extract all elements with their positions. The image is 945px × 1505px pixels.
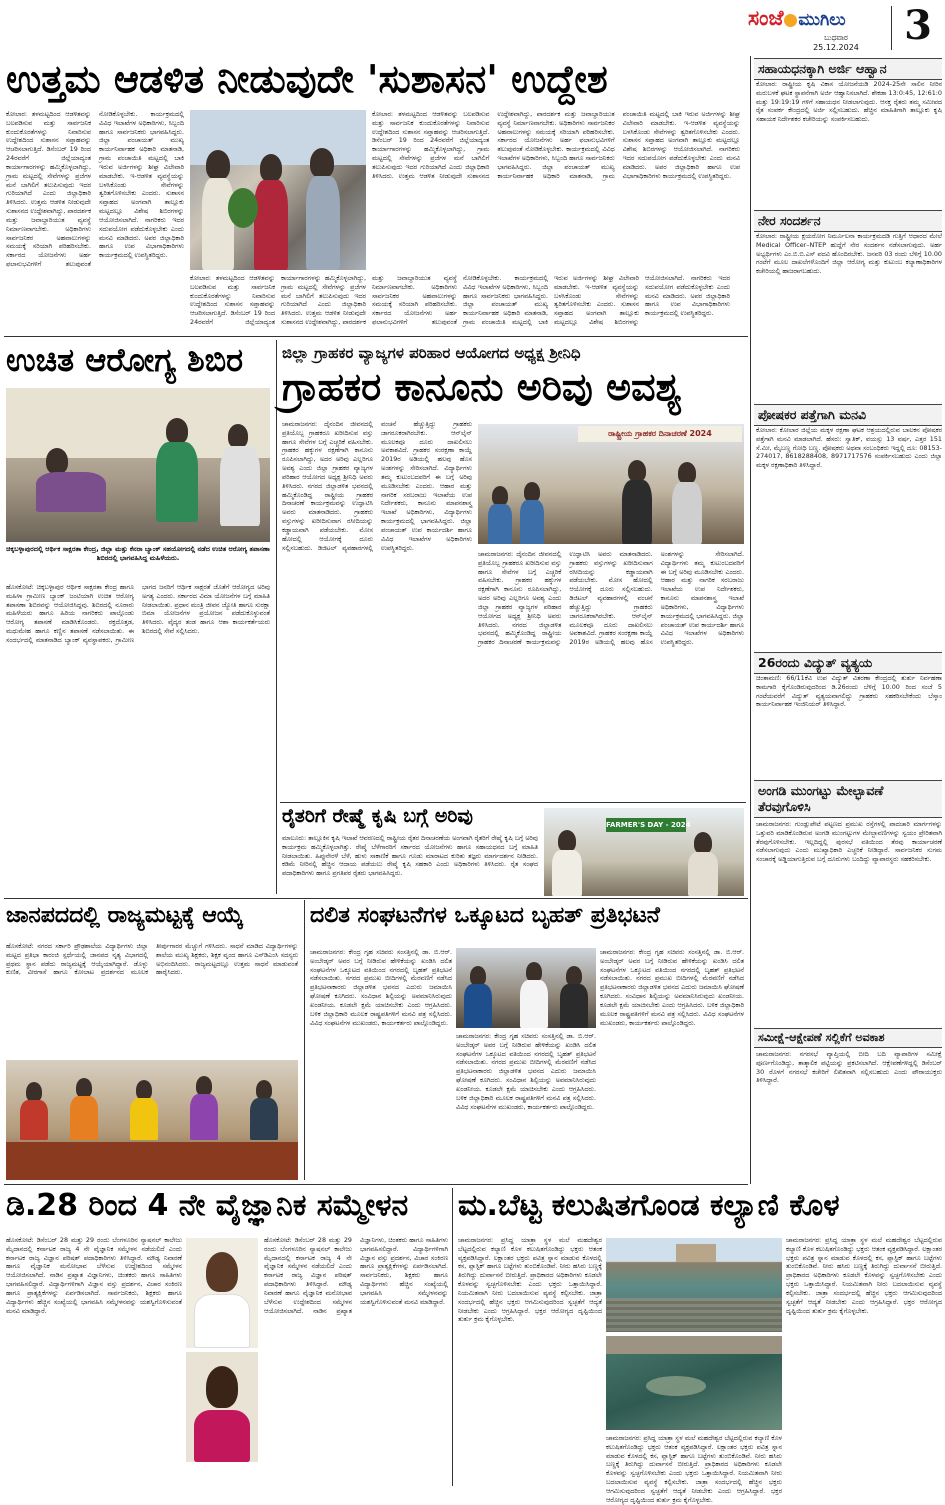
- article3-photo: [478, 424, 744, 544]
- article6-text-cont: ಚಾಮರಾಜನಗರ: ಕೇಂದ್ರ ಗೃಹ ಸಚಿವರು ಸಂಸತ್ತಿನಲ್ಲಿ ಡಾ. ಬಿ.ಆರ್. ಅಂಬೇಡ್ಕರ್ ಅವರ ಬಗ್ಗೆ ನೀಡಿರುವ ಹೇಳಿಕೆಯನ್ನು ಖಂಡಿಸಿ ದಲಿತ ಸಂಘಟನೆಗಳ ಒಕ್ಕೂಟದ ವತಿಯಿಂದ ನಗರದಲ್ಲಿ ಬೃಹತ್ ಪ್ರತಿಭಟನೆ ನಡೆಸಲಾಯಿತು. ನಗರದ ಪ್ರಮುಖ ಬೀದಿಗಳಲ್ಲಿ ಮೆರವಣಿಗೆ ನಡೆಸಿದ ಪ್ರತಿಭಟನಾಕಾರರು ಜಿಲ್ಲಾಡಳಿತ ಭವನದ ಎದುರು ಜಮಾಯಿಸಿ ಘೋಷಣೆ ಕೂಗಿದರು. ಸಂವಿಧಾನ ಶಿಲ್ಪಿಯನ್ನು ಅವಮಾನಿಸಿರುವುದು ಖಂಡನೀಯ. ಕೂಡಲೇ ಕ್ಷಮೆ ಯಾಚಿಸಬೇಕು ಎಂದು ಆಗ್ರಹಿಸಿದರು. ಬಳಿಕ ಜಿಲ್ಲಾಧಿಕಾರಿ ಮೂಲಕ ರಾಷ್ಟ್ರಪತಿಗಳಿಗೆ ಮನವಿ ಪತ್ರ ಸಲ್ಲಿಸಿದರು. ವಿವಿಧ ಸಂಘಟನೆಗಳ ಮುಖಂಡರು, ಕಾರ್ಯಕರ್ತರು ಪಾಲ್ಗೊಂಡಿದ್ದರು.: [456, 1032, 596, 1111]
- article7-body-right: [264, 1236, 448, 1486]
- article4-banner: FARMER'S DAY - 2024: [606, 818, 686, 832]
- floating-waste: [646, 1376, 706, 1396]
- stone-edge: [606, 1336, 782, 1354]
- article3-body-right: [478, 550, 744, 800]
- protester-2: [526, 962, 542, 982]
- group-member-4-body: [190, 1094, 218, 1140]
- sidebar-s3-body: ಕೋಲಾರ: ಕೋಲಾರ ಜಿಲ್ಲೆಯ ಮಕ್ಕಳ ರಕ್ಷಣಾ ಘಟಕ ಆಶ್ರಯದಲ್ಲಿರುವ ಬಾಲಕನ ಪೋಷಕರ ಪತ್ತೆಗಾಗಿ ಮನವಿ ಮಾಡಲಾಗಿದೆ. ಹೆಸರು: ಸ್ವಾತಿಕ್, ವಯಸ್ಸು 13 ವರ್ಷ, ಎತ್ತರ 151 ಸೆ.ಮೀ, ಮೈಬಣ್ಣ ಗೋಧಿ ಬಣ್ಣ. ಪೋಷಕರು ಅಥವಾ ಸಂಬಂಧಿಕರು ಇದ್ದಲ್ಲಿ ದೂ: 08153-274017, 8618288408, 8971717576 ಸಂಪರ್ಕಿಸಬಹುದು ಎಂದು ಜಿಲ್ಲಾ ಮಕ್ಕಳ ರಕ್ಷಣಾಧಿಕಾರಿ ತಿಳಿಸಿದ್ದಾರೆ.: [756, 426, 942, 470]
- group-member-1: [26, 1082, 42, 1102]
- doctor-body: [156, 442, 198, 522]
- protester-1-body: [464, 984, 492, 1028]
- article8-photo-pond: [606, 1238, 782, 1332]
- divider-a3-a4: [280, 802, 746, 803]
- woman-head: [206, 1366, 238, 1408]
- sidebar-s6-body: ಚಾಮರಾಜನಗರ: ನಗರಸಭೆ ವ್ಯಾಪ್ತಿಯಲ್ಲಿ ಬೀದಿ ಬದಿ ವ್ಯಾಪಾರಿಗಳ ಸಮೀಕ್ಷೆ ಪೂರ್ಣಗೊಂಡಿದ್ದು, ತಾತ್ಕಾಲಿಕ ಪಟ್ಟಿಯನ್ನು ಪ್ರಕಟಿಸಲಾಗಿದೆ. ಆಕ್ಷೇಪಣೆಗಳಿದ್ದಲ್ಲಿ ಡಿಸೆಂಬರ್ 30 ರೊಳಗೆ ನಗರಸಭೆ ಕಚೇರಿಗೆ ಲಿಖಿತವಾಗಿ ಸಲ್ಲಿಸಬಹುದು ಎಂದು ಪೌರಾಯುಕ್ತರು ತಿಳಿಸಿದ್ದಾರೆ.: [756, 1050, 942, 1085]
- sidebar-s1-body: ಕೋಲಾರ: ರಾಷ್ಟ್ರೀಯ ಕೃಷಿ ವಿಕಾಸ ಯೋಜನೆಯಡಿ 2024-25ನೇ ಸಾಲಿನ ನೀರಿನ ಮರುಬಳಕೆ ಘಟಕ ಸ್ಥಾಪನೆಗಾಗಿ ಅರ್ಜಿ ಆಹ್ವಾನಿಸಲಾಗಿದೆ. ಶೇಕಡಾ 13:0:45, 12:61:0 ಮತ್ತು 19:19:19 ಗಳಿಗೆ ಸಹಾಯಧನ ನೀಡಲಾಗುವುದು. ಆಸಕ್ತ ರೈತರು ತಮ್ಮ ಸಮೀಪದ ರೈತ ಸಂಪರ್ಕ ಕೇಂದ್ರದಲ್ಲಿ ಅರ್ಜಿ ಸಲ್ಲಿಸಬಹುದು. ಹೆಚ್ಚಿನ ಮಾಹಿತಿಗಾಗಿ ತಾಲ್ಲೂಕು ಕೃಷಿ ಸಹಾಯಕ ನಿರ್ದೇಶಕರ ಕಚೇರಿಯನ್ನು ಸಂಪರ್ಕಿಸಬಹುದು.: [756, 80, 942, 124]
- article1-body-bottom: [190, 274, 730, 330]
- nurse-head: [228, 424, 248, 448]
- article7-headline: ಡಿ.28 ರಿಂದ 4 ನೇ ವೈಜ್ಞಾನಿಕ ಸಮ್ಮೇಳನ: [6, 1188, 409, 1223]
- official-1-body: [622, 480, 652, 544]
- article3-kicker: ಜಿಲ್ಲಾ ಗ್ರಾಹಕರ ವ್ಯಾಜ್ಯಗಳ ಪರಿಹಾರ ಆಯೋಗದ ಅಧ್ಯಕ್ಷ ಶ್ರೀನಿಧಿ: [282, 344, 581, 362]
- student-1: [492, 486, 508, 506]
- article2-caption: ಚಿಕ್ಕಬಳ್ಳಾಪುರದಲ್ಲಿ ಆರ್ಥಿಕ ಸಾಕ್ಷರತಾ ಕೇಂದ್ರ, ಜಿಲ್ಲಾ ಮತ್ತು ಕೆನರಾ ಬ್ಯಾಂಕ್ ಸಹಯೋಗದಲ್ಲಿ ನಡೆದ ಉಚಿತ ಆರೋಗ್ಯ ತಪಾಸಣಾ ಶಿಬಿರದಲ್ಲಿ ಭಾಗವಹಿಸಿದ್ದ ಮಹಿಳೆಯರು.: [6, 545, 270, 562]
- student-2-body: [520, 500, 544, 544]
- protester-2-body: [520, 980, 548, 1028]
- article6-photo: [456, 948, 596, 1028]
- divider-row4: [4, 1184, 748, 1185]
- protester-3-body: [560, 984, 588, 1028]
- doctor-head: [166, 418, 188, 444]
- group-member-4: [196, 1076, 212, 1096]
- article8-text-tail: ಚಾಮರಾಜನಗರ: ಪ್ರಸಿದ್ಧ ಯಾತ್ರಾ ಸ್ಥಳ ಮಲೆ ಮಹದೇಶ್ವರ ಬೆಟ್ಟದಲ್ಲಿರುವ ಕಲ್ಯಾಣಿ ಕೊಳ ಕಲುಷಿತಗೊಂಡಿದ್ದು ಭಕ್ತರು ಆತಂಕ ವ್ಯಕ್ತಪಡಿಸಿದ್ದಾರೆ. ಲಕ್ಷಾಂತರ ಭಕ್ತರು ಪವಿತ್ರ ಸ್ನಾನ ಮಾಡುವ ಕೊಳದಲ್ಲಿ ಕಸ, ಪ್ಲಾಸ್ಟಿಕ್ ಹಾಗೂ ಬಟ್ಟೆಗಳು ತುಂಬಿಕೊಂಡಿವೆ. ನೀರು ಹಸಿರು ಬಣ್ಣಕ್ಕೆ ತಿರುಗಿದ್ದು ದುರ್ವಾಸನೆ ಬೀರುತ್ತಿದೆ. ಪ್ರಾಧಿಕಾರದ ಅಧಿಕಾರಿಗಳು ಕೂಡಲೇ ಕೊಳವನ್ನು ಸ್ವಚ್ಛಗೊಳಿಸಬೇಕು ಎಂದು ಭಕ್ತರು ಒತ್ತಾಯಿಸಿದ್ದಾರೆ. ನಿಯಮಿತವಾಗಿ ನೀರು ಬದಲಾಯಿಸುವ ವ್ಯವಸ್ಥೆ ಕಲ್ಪಿಸಬೇಕು. ಜಾತ್ರಾ ಸಂದರ್ಭದಲ್ಲಿ ಹೆಚ್ಚಿನ ಭಕ್ತರು ಆಗಮಿಸುವುದರಿಂದ ಸ್ವಚ್ಛತೆಗೆ ಆದ್ಯತೆ ನೀಡಬೇಕು ಎಂದು ಆಗ್ರಹಿಸಿದ್ದಾರೆ. ಭಕ್ತರ ಆರೋಗ್ಯದ ದೃಷ್ಟಿಯಿಂದ ತುರ್ತು ಕ್ರಮ ಕೈಗೊಳ್ಳಬೇಕು.: [606, 1434, 782, 1504]
- article8-headline: ಮ.ಬೆಟ್ಟ ಕಲುಷಿತಗೊಂಡ ಕಲ್ಯಾಣಿ ಕೊಳ: [458, 1188, 840, 1223]
- article8-photo-dirty-water: [606, 1336, 782, 1430]
- student-1-body: [488, 504, 512, 544]
- sidebar-s5-body: ಚಾಮರಾಜನಗರ: ಗುಂಡ್ಲುಪೇಟೆ ಪಟ್ಟಣದ ಪ್ರಮುಖ ರಸ್ತೆಗಳಲ್ಲಿ ಪಾದಚಾರಿ ಮಾರ್ಗಗಳನ್ನು ಒತ್ತುವರಿ ಮಾಡಿಕೊಂಡಿರುವ ಅಂಗಡಿ ಮುಂಗಟ್ಟುಗಳ ಮೇಲ್ಛಾವಣಿಗಳನ್ನು ಸ್ವಯಂ ಪ್ರೇರಿತವಾಗಿ ತೆರವುಗೊಳಿಸಬೇಕು. ಇಲ್ಲದಿದ್ದಲ್ಲಿ ಪುರಸಭೆ ವತಿಯಿಂದ ತೆರವು ಕಾರ್ಯಾಚರಣೆ ನಡೆಸಲಾಗುವುದು ಎಂದು ಮುಖ್ಯಾಧಿಕಾರಿ ಎಚ್ಚರಿಕೆ ನೀಡಿದ್ದಾರೆ. ಸಾರ್ವಜನಿಕರ ಸುಗಮ ಸಂಚಾರಕ್ಕೆ ಅಡ್ಡಿಯಾಗುತ್ತಿರುವ ಬಗ್ಗೆ ದೂರುಗಳು ಬಂದಿದ್ದು ವ್ಯಾಪಾರಸ್ಥರು ಸಹಕರಿಸಬೇಕು.: [756, 820, 942, 864]
- article6-headline: ದಲಿತ ಸಂಘಟನೆಗಳ ಒಕ್ಕೂಟದ ಬೃಹತ್ ಪ್ರತಿಭಟನೆ: [310, 903, 660, 928]
- masthead-logo: [748, 6, 888, 32]
- group-member-3-body: [130, 1098, 158, 1140]
- group-member-1-body: [20, 1100, 48, 1140]
- sidebar-s4-title: 26ರಂದು ವಿದ್ಯುತ್ ವ್ಯತ್ಯಯ: [754, 652, 942, 674]
- farmer-1: [558, 830, 576, 852]
- logo-part-mugilu: ಮುಗಿಲು: [798, 10, 846, 30]
- temple-silhouette: [676, 1244, 716, 1262]
- patient-head: [46, 448, 68, 474]
- sidebar-s1-title: ಸಹಾಯಧನಕ್ಕಾಗಿ ಅರ್ಜಿ ಆಹ್ವಾನ: [754, 58, 942, 80]
- article1-body-left: ಕೋಲಾರ: ತಳಮಟ್ಟದಿಂದ ಆಡಳಿತವನ್ನು ಬಲಪಡಿಸುವ ಮತ್ತು ಸಾರ್ವಜನಿಕ ಕುಂದುಕೊರತೆಗಳನ್ನು ನಿವಾರಿಸುವ ಉದ್ದೇಶದಿಂದ ಸುಶಾಸನ ಸಪ್ತಾಹವನ್ನು ಆಚರಿಸಲಾಗುತ್ತಿದೆ. ಡಿಸೆಂಬರ್ 19 ರಿಂದ 24ರವರೆಗೆ ಜಿಲ್ಲೆಯಾದ್ಯಂತ ಕಾರ್ಯಾಗಾರಗಳನ್ನು ಹಮ್ಮಿಕೊಳ್ಳಲಾಗಿದ್ದು, ಗ್ರಾಮ ಮಟ್ಟದಲ್ಲಿ ಸೇವೆಗಳನ್ನು ಪ್ರಜೆಗಳ ಮನೆ ಬಾಗಿಲಿಗೆ ತಲುಪಿಸುವುದು ಇದರ ಗುರಿಯಾಗಿದೆ ಎಂದು ಜಿಲ್ಲಾಧಿಕಾರಿ ತಿಳಿಸಿದರು. ಉತ್ತಮ ಆಡಳಿತ ನೀಡುವುದೇ ಸುಶಾಸನದ ಉದ್ದೇಶವಾಗಿದ್ದು, ಪಾರದರ್ಶಕ ಮತ್ತು ಜವಾಬ್ದಾರಿಯುತ ವ್ಯವಸ್ಥೆ ನಿರ್ಮಾಣವಾಗಬೇಕು. ಅಧಿಕಾರಿಗಳು ಸಾರ್ವಜನಿಕರ ಅಹವಾಲುಗಳನ್ನು ಸಮಯಕ್ಕೆ ಸರಿಯಾಗಿ ಪರಿಹರಿಸಬೇಕು. ಸರ್ಕಾರದ ಯೋಜನೆಗಳು ಅರ್ಹ ಫಲಾನುಭವಿಗಳಿಗೆ ತಲುಪುವಂತೆ ನೋಡಿಕೊಳ್ಳಬೇಕು. ಕಾರ್ಯಕ್ರಮದಲ್ಲಿ ವಿವಿಧ ಇಲಾಖೆಗಳ ಅಧಿಕಾರಿಗಳು, ಸಿಬ್ಬಂದಿ ಹಾಗೂ ಸಾರ್ವಜನಿಕರು ಭಾಗವಹಿಸಿದ್ದರು. ಜಿಲ್ಲಾ ಪಂಚಾಯತ್ ಮುಖ್ಯ ಕಾರ್ಯನಿರ್ವಾಹಕ ಅಧಿಕಾರಿ ಮಾತನಾಡಿ, ಗ್ರಾಮ ಪಂಚಾಯಿತಿ ಮಟ್ಟದಲ್ಲಿ ಬಾಕಿ ಇರುವ ಅರ್ಜಿಗಳನ್ನು ಶೀಘ್ರ ವಿಲೇವಾರಿ ಮಾಡಬೇಕು. ಇ-ಆಡಳಿತ ವ್ಯವಸ್ಥೆಯನ್ನು ಬಳಸಿಕೊಂಡು ಸೇವೆಗಳನ್ನು ತ್ವರಿತಗೊಳಿಸಬೇಕು ಎಂದರು. ಸುಶಾಸನ ಸಪ್ತಾಹದ ಅಂಗವಾಗಿ ತಾಲ್ಲೂಕು ಮಟ್ಟದಲ್ಲೂ ವಿಶೇಷ ಶಿಬಿರಗಳನ್ನು ಆಯೋಜಿಸಲಾಗಿದೆ. ನಾಗರಿಕರು ಇದರ ಸದುಪಯೋಗ ಪಡೆದುಕೊಳ್ಳಬೇಕು ಎಂದು ಮನವಿ ಮಾಡಿದರು. ಅಪರ ಜಿಲ್ಲಾಧಿಕಾರಿ ಹಾಗೂ ಉಪ ವಿಭಾಗಾಧಿಕಾರಿಗಳು ಕಾರ್ಯಕ್ರಮದಲ್ಲಿ ಉಪಸ್ಥಿತರಿದ್ದರು.: [6, 110, 184, 269]
- farmer-2-body: [688, 852, 718, 896]
- article8-text-cont: ಚಾಮರಾಜನಗರ: ಪ್ರಸಿದ್ಧ ಯಾತ್ರಾ ಸ್ಥಳ ಮಲೆ ಮಹದೇಶ್ವರ ಬೆಟ್ಟದಲ್ಲಿರುವ ಕಲ್ಯಾಣಿ ಕೊಳ ಕಲುಷಿತಗೊಂಡಿದ್ದು ಭಕ್ತರು ಆತಂಕ ವ್ಯಕ್ತಪಡಿಸಿದ್ದಾರೆ. ಲಕ್ಷಾಂತರ ಭಕ್ತರು ಪವಿತ್ರ ಸ್ನಾನ ಮಾಡುವ ಕೊಳದಲ್ಲಿ ಕಸ, ಪ್ಲಾಸ್ಟಿಕ್ ಹಾಗೂ ಬಟ್ಟೆಗಳು ತುಂಬಿಕೊಂಡಿವೆ. ನೀರು ಹಸಿರು ಬಣ್ಣಕ್ಕೆ ತಿರುಗಿದ್ದು ದುರ್ವಾಸನೆ ಬೀರುತ್ತಿದೆ. ಪ್ರಾಧಿಕಾರದ ಅಧಿಕಾರಿಗಳು ಕೂಡಲೇ ಕೊಳವನ್ನು ಸ್ವಚ್ಛಗೊಳಿಸಬೇಕು ಎಂದು ಭಕ್ತರು ಒತ್ತಾಯಿಸಿದ್ದಾರೆ. ನಿಯಮಿತವಾಗಿ ನೀರು ಬದಲಾಯಿಸುವ ವ್ಯವಸ್ಥೆ ಕಲ್ಪಿಸಬೇಕು. ಜಾತ್ರಾ ಸಂದರ್ಭದಲ್ಲಿ ಹೆಚ್ಚಿನ ಭಕ್ತರು ಆಗಮಿಸುವುದರಿಂದ ಸ್ವಚ್ಛತೆಗೆ ಆದ್ಯತೆ ನೀಡಬೇಕು ಎಂದು ಆಗ್ರಹಿಸಿದ್ದಾರೆ. ಭಕ್ತರ ಆರೋಗ್ಯದ ದೃಷ್ಟಿಯಿಂದ ತುರ್ತು ಕ್ರಮ ಕೈಗೊಳ್ಳಬೇಕು.: [786, 1236, 942, 1315]
- farmer-1-body: [552, 850, 582, 896]
- divider-col-a5: [304, 900, 305, 1180]
- woman-body: [194, 1410, 250, 1462]
- sidebar-s3-title: ಪೋಷಕರ ಪತ್ತೆಗಾಗಿ ಮನವಿ: [754, 404, 942, 426]
- article6-body-left: ಚಾಮರಾಜನಗರ: ಕೇಂದ್ರ ಗೃಹ ಸಚಿವರು ಸಂಸತ್ತಿನಲ್ಲಿ ಡಾ. ಬಿ.ಆರ್. ಅಂಬೇಡ್ಕರ್ ಅವರ ಬಗ್ಗೆ ನೀಡಿರುವ ಹೇಳಿಕೆಯನ್ನು ಖಂಡಿಸಿ ದಲಿತ ಸಂಘಟನೆಗಳ ಒಕ್ಕೂಟದ ವತಿಯಿಂದ ನಗರದಲ್ಲಿ ಬೃಹತ್ ಪ್ರತಿಭಟನೆ ನಡೆಸಲಾಯಿತು. ನಗರದ ಪ್ರಮುಖ ಬೀದಿಗಳಲ್ಲಿ ಮೆರವಣಿಗೆ ನಡೆಸಿದ ಪ್ರತಿಭಟನಾಕಾರರು ಜಿಲ್ಲಾಡಳಿತ ಭವನದ ಎದುರು ಜಮಾಯಿಸಿ ಘೋಷಣೆ ಕೂಗಿದರು. ಸಂವಿಧಾನ ಶಿಲ್ಪಿಯನ್ನು ಅವಮಾನಿಸಿರುವುದು ಖಂಡನೀಯ. ಕೂಡಲೇ ಕ್ಷಮೆ ಯಾಚಿಸಬೇಕು ಎಂದು ಆಗ್ರಹಿಸಿದರು. ಬಳಿಕ ಜಿಲ್ಲಾಧಿಕಾರಿ ಮೂಲಕ ರಾಷ್ಟ್ರಪತಿಗಳಿಗೆ ಮನವಿ ಪತ್ರ ಸಲ್ಲಿಸಿದರು. ವಿವಿಧ ಸಂಘಟನೆಗಳ ಮುಖಂಡರು, ಕಾರ್ಯಕರ್ತರು ಪಾಲ್ಗೊಂಡಿದ್ದರು.: [310, 948, 452, 1027]
- sidebar-s2-title: ನೇರ ಸಂದರ್ಶನ: [754, 210, 942, 232]
- masthead-day: ಬುಧವಾರ: [824, 33, 848, 42]
- official-2: [678, 462, 696, 484]
- article1-text-tail: ಕೋಲಾರ: ತಳಮಟ್ಟದಿಂದ ಆಡಳಿತವನ್ನು ಬಲಪಡಿಸುವ ಮತ್ತು ಸಾರ್ವಜನಿಕ ಕುಂದುಕೊರತೆಗಳನ್ನು ನಿವಾರಿಸುವ ಉದ್ದೇಶದಿಂದ ಸುಶಾಸನ ಸಪ್ತಾಹವನ್ನು ಆಚರಿಸಲಾಗುತ್ತಿದೆ. ಡಿಸೆಂಬರ್ 19 ರಿಂದ 24ರವರೆಗೆ ಜಿಲ್ಲೆಯಾದ್ಯಂತ ಕಾರ್ಯಾಗಾರಗಳನ್ನು ಹಮ್ಮಿಕೊಳ್ಳಲಾಗಿದ್ದು, ಗ್ರಾಮ ಮಟ್ಟದಲ್ಲಿ ಸೇವೆಗಳನ್ನು ಪ್ರಜೆಗಳ ಮನೆ ಬಾಗಿಲಿಗೆ ತಲುಪಿಸುವುದು ಇದರ ಗುರಿಯಾಗಿದೆ ಎಂದು ಜಿಲ್ಲಾಧಿಕಾರಿ ತಿಳಿಸಿದರು. ಉತ್ತಮ ಆಡಳಿತ ನೀಡುವುದೇ ಸುಶಾಸನದ ಉದ್ದೇಶವಾಗಿದ್ದು, ಪಾರದರ್ಶಕ ಮತ್ತು ಜವಾಬ್ದಾರಿಯುತ ವ್ಯವಸ್ಥೆ ನಿರ್ಮಾಣವಾಗಬೇಕು. ಅಧಿಕಾರಿಗಳು ಸಾರ್ವಜನಿಕರ ಅಹವಾಲುಗಳನ್ನು ಸಮಯಕ್ಕೆ ಸರಿಯಾಗಿ ಪರಿಹರಿಸಬೇಕು. ಸರ್ಕಾರದ ಯೋಜನೆಗಳು ಅರ್ಹ ಫಲಾನುಭವಿಗಳಿಗೆ ತಲುಪುವಂತೆ ನೋಡಿಕೊಳ್ಳಬೇಕು. ಕಾರ್ಯಕ್ರಮದಲ್ಲಿ ವಿವಿಧ ಇಲಾಖೆಗಳ ಅಧಿಕಾರಿಗಳು, ಸಿಬ್ಬಂದಿ ಹಾಗೂ ಸಾರ್ವಜನಿಕರು ಭಾಗವಹಿಸಿದ್ದರು. ಜಿಲ್ಲಾ ಪಂಚಾಯತ್ ಮುಖ್ಯ ಕಾರ್ಯನಿರ್ವಾಹಕ ಅಧಿಕಾರಿ ಮಾತನಾಡಿ, ಗ್ರಾಮ ಪಂಚಾಯಿತಿ ಮಟ್ಟದಲ್ಲಿ ಬಾಕಿ ಇರುವ ಅರ್ಜಿಗಳನ್ನು ಶೀಘ್ರ ವಿಲೇವಾರಿ ಮಾಡಬೇಕು. ಇ-ಆಡಳಿತ ವ್ಯವಸ್ಥೆಯನ್ನು ಬಳಸಿಕೊಂಡು ಸೇವೆಗಳನ್ನು ತ್ವರಿತಗೊಳಿಸಬೇಕು ಎಂದರು. ಸುಶಾಸನ ಸಪ್ತಾಹದ ಅಂಗವಾಗಿ ತಾಲ್ಲೂಕು ಮಟ್ಟದಲ್ಲೂ ವಿಶೇಷ ಶಿಬಿರಗಳನ್ನು ಆಯೋಜಿಸಲಾಗಿದೆ. ನಾಗರಿಕರು ಇದರ ಸದುಪಯೋಗ ಪಡೆದುಕೊಳ್ಳಬೇಕು ಎಂದು ಮನವಿ ಮಾಡಿದರು. ಅಪರ ಜಿಲ್ಲಾಧಿಕಾರಿ ಹಾಗೂ ಉಪ ವಿಭಾಗಾಧಿಕಾರಿಗಳು ಕಾರ್ಯಕ್ರಮದಲ್ಲಿ ಉಪಸ್ಥಿತರಿದ್ದರು.: [190, 274, 730, 327]
- divider-sidebar: [750, 56, 751, 1184]
- article5-photo: [6, 1060, 298, 1180]
- official-2-body: [672, 482, 702, 544]
- man-body: [194, 1294, 250, 1348]
- page-number: 3: [904, 2, 932, 49]
- group-member-2-body: [70, 1096, 98, 1140]
- article8-body-right: [786, 1236, 942, 1486]
- masthead-divider: [891, 6, 892, 50]
- group-member-2: [76, 1078, 92, 1098]
- masthead-date: 25.12.2024: [813, 43, 859, 52]
- sun-icon: [784, 14, 797, 27]
- article6-text-tail: ಚಾಮರಾಜನಗರ: ಕೇಂದ್ರ ಗೃಹ ಸಚಿವರು ಸಂಸತ್ತಿನಲ್ಲಿ ಡಾ. ಬಿ.ಆರ್. ಅಂಬೇಡ್ಕರ್ ಅವರ ಬಗ್ಗೆ ನೀಡಿರುವ ಹೇಳಿಕೆಯನ್ನು ಖಂಡಿಸಿ ದಲಿತ ಸಂಘಟನೆಗಳ ಒಕ್ಕೂಟದ ವತಿಯಿಂದ ನಗರದಲ್ಲಿ ಬೃಹತ್ ಪ್ರತಿಭಟನೆ ನಡೆಸಲಾಯಿತು. ನಗರದ ಪ್ರಮುಖ ಬೀದಿಗಳಲ್ಲಿ ಮೆರವಣಿಗೆ ನಡೆಸಿದ ಪ್ರತಿಭಟನಾಕಾರರು ಜಿಲ್ಲಾಡಳಿತ ಭವನದ ಎದುರು ಜಮಾಯಿಸಿ ಘೋಷಣೆ ಕೂಗಿದರು. ಸಂವಿಧಾನ ಶಿಲ್ಪಿಯನ್ನು ಅವಮಾನಿಸಿರುವುದು ಖಂಡನೀಯ. ಕೂಡಲೇ ಕ್ಷಮೆ ಯಾಚಿಸಬೇಕು ಎಂದು ಆಗ್ರಹಿಸಿದರು. ಬಳಿಕ ಜಿಲ್ಲಾಧಿಕಾರಿ ಮೂಲಕ ರಾಷ್ಟ್ರಪತಿಗಳಿಗೆ ಮನವಿ ಪತ್ರ ಸಲ್ಲಿಸಿದರು. ವಿವಿಧ ಸಂಘಟನೆಗಳ ಮುಖಂಡರು, ಕಾರ್ಯಕರ್ತರು ಪಾಲ್ಗೊಂಡಿದ್ದರು.: [600, 948, 744, 1027]
- article4-photo: [544, 808, 744, 896]
- student-2: [524, 482, 540, 502]
- article5-body: ಹೊಸಕೋಟೆ: ನಗರದ ಸರ್ಕಾರಿ ಪ್ರೌಢಶಾಲೆಯ ವಿದ್ಯಾರ್ಥಿಗಳು ಜಿಲ್ಲಾ ಮಟ್ಟದ ಪ್ರತಿಭಾ ಕಾರಂಜಿ ಸ್ಪರ್ಧೆಯಲ್ಲಿ ಜಾನಪದ ನೃತ್ಯ ವಿಭಾಗದಲ್ಲಿ ಪ್ರಥಮ ಸ್ಥಾನ ಪಡೆದು ರಾಜ್ಯಮಟ್ಟಕ್ಕೆ ಆಯ್ಕೆಯಾಗಿದ್ದಾರೆ. ಡೊಳ್ಳು ಕುಣಿತ, ವೀರಗಾಸೆ ಹಾಗೂ ಕೋಲಾಟ ಪ್ರದರ್ಶನದ ಮೂಲಕ ತೀರ್ಪುಗಾರರ ಮೆಚ್ಚುಗೆ ಗಳಿಸಿದರು. ಸಾಧನೆ ಮಾಡಿದ ವಿದ್ಯಾರ್ಥಿಗಳನ್ನು ಶಾಲೆಯ ಮುಖ್ಯ ಶಿಕ್ಷಕರು, ಶಿಕ್ಷಕ ವೃಂದ ಹಾಗೂ ಎಸ್‌ಡಿಎಂಸಿ ಸದಸ್ಯರು ಅಭಿನಂದಿಸಿದರು. ರಾಜ್ಯಮಟ್ಟದಲ್ಲೂ ಉತ್ತಮ ಸಾಧನೆ ಮಾಡುವಂತೆ ಹಾರೈಸಿದರು.: [6, 942, 298, 977]
- article6-body-right: [600, 948, 744, 1176]
- article1-text-cont: ಕೋಲಾರ: ತಳಮಟ್ಟದಿಂದ ಆಡಳಿತವನ್ನು ಬಲಪಡಿಸುವ ಮತ್ತು ಸಾರ್ವಜನಿಕ ಕುಂದುಕೊರತೆಗಳನ್ನು ನಿವಾರಿಸುವ ಉದ್ದೇಶದಿಂದ ಸುಶಾಸನ ಸಪ್ತಾಹವನ್ನು ಆಚರಿಸಲಾಗುತ್ತಿದೆ. ಡಿಸೆಂಬರ್ 19 ರಿಂದ 24ರವರೆಗೆ ಜಿಲ್ಲೆಯಾದ್ಯಂತ ಕಾರ್ಯಾಗಾರಗಳನ್ನು ಹಮ್ಮಿಕೊಳ್ಳಲಾಗಿದ್ದು, ಗ್ರಾಮ ಮಟ್ಟದಲ್ಲಿ ಸೇವೆಗಳನ್ನು ಪ್ರಜೆಗಳ ಮನೆ ಬಾಗಿಲಿಗೆ ತಲುಪಿಸುವುದು ಇದರ ಗುರಿಯಾಗಿದೆ ಎಂದು ಜಿಲ್ಲಾಧಿಕಾರಿ ತಿಳಿಸಿದರು. ಉತ್ತಮ ಆಡಳಿತ ನೀಡುವುದೇ ಸುಶಾಸನದ ಉದ್ದೇಶವಾಗಿದ್ದು, ಪಾರದರ್ಶಕ ಮತ್ತು ಜವಾಬ್ದಾರಿಯುತ ವ್ಯವಸ್ಥೆ ನಿರ್ಮಾಣವಾಗಬೇಕು. ಅಧಿಕಾರಿಗಳು ಸಾರ್ವಜನಿಕರ ಅಹವಾಲುಗಳನ್ನು ಸಮಯಕ್ಕೆ ಸರಿಯಾಗಿ ಪರಿಹರಿಸಬೇಕು. ಸರ್ಕಾರದ ಯೋಜನೆಗಳು ಅರ್ಹ ಫಲಾನುಭವಿಗಳಿಗೆ ತಲುಪುವಂತೆ ನೋಡಿಕೊಳ್ಳಬೇಕು. ಕಾರ್ಯಕ್ರಮದಲ್ಲಿ ವಿವಿಧ ಇಲಾಖೆಗಳ ಅಧಿಕಾರಿಗಳು, ಸಿಬ್ಬಂದಿ ಹಾಗೂ ಸಾರ್ವಜನಿಕರು ಭಾಗವಹಿಸಿದ್ದರು. ಜಿಲ್ಲಾ ಪಂಚಾಯತ್ ಮುಖ್ಯ ಕಾರ್ಯನಿರ್ವಾಹಕ ಅಧಿಕಾರಿ ಮಾತನಾಡಿ, ಗ್ರಾಮ ಪಂಚಾಯಿತಿ ಮಟ್ಟದಲ್ಲಿ ಬಾಕಿ ಇರುವ ಅರ್ಜಿಗಳನ್ನು ಶೀಘ್ರ ವಿಲೇವಾರಿ ಮಾಡಬೇಕು. ಇ-ಆಡಳಿತ ವ್ಯವಸ್ಥೆಯನ್ನು ಬಳಸಿಕೊಂಡು ಸೇವೆಗಳನ್ನು ತ್ವರಿತಗೊಳಿಸಬೇಕು ಎಂದರು. ಸುಶಾಸನ ಸಪ್ತಾಹದ ಅಂಗವಾಗಿ ತಾಲ್ಲೂಕು ಮಟ್ಟದಲ್ಲೂ ವಿಶೇಷ ಶಿಬಿರಗಳನ್ನು ಆಯೋಜಿಸಲಾಗಿದೆ. ನಾಗರಿಕರು ಇದರ ಸದುಪಯೋಗ ಪಡೆದುಕೊಳ್ಳಬೇಕು ಎಂದು ಮನವಿ ಮಾಡಿದರು. ಅಪರ ಜಿಲ್ಲಾಧಿಕಾರಿ ಹಾಗೂ ಉಪ ವಿಭಾಗಾಧಿಕಾರಿಗಳು ಕಾರ್ಯಕ್ರಮದಲ್ಲಿ ಉಪಸ್ಥಿತರಿದ್ದರು.: [372, 110, 740, 180]
- sidebar-s5-title: ಅಂಗಡಿ ಮುಂಗಟ್ಟು ಮೇಲ್ಭಾವಣೆ ತೆರವುಗೊಳಿಸಿ: [754, 780, 942, 818]
- article7-text-cont: ಹೊಸಕೋಟೆ: ಡಿಸೆಂಬರ್ 28 ಮತ್ತು 29 ರಂದು ಬೆಂಗಳೂರಿನ ನ್ಯಾಷನಲ್ ಕಾಲೇಜು ಮೈದಾನದಲ್ಲಿ ಕರ್ನಾಟಕ ರಾಜ್ಯ 4 ನೇ ವೈಜ್ಞಾನಿಕ ಸಮ್ಮೇಳನ ನಡೆಯಲಿದೆ ಎಂದು ಕರ್ನಾಟಕ ರಾಜ್ಯ ವಿಜ್ಞಾನ ಪರಿಷತ್ ಪದಾಧಿಕಾರಿಗಳು ತಿಳಿಸಿದ್ದಾರೆ. ಮೌಢ್ಯ ನಿವಾರಣೆ ಹಾಗೂ ವೈಜ್ಞಾನಿಕ ಮನೋಭಾವ ಬೆಳೆಸುವ ಉದ್ದೇಶದಿಂದ ಸಮ್ಮೇಳನ ಆಯೋಜಿಸಲಾಗಿದೆ. ನಾಡಿನ ಪ್ರಖ್ಯಾತ ವಿಜ್ಞಾನಿಗಳು, ಚಿಂತಕರು ಹಾಗೂ ಸಾಹಿತಿಗಳು ಭಾಗವಹಿಸಲಿದ್ದಾರೆ. ವಿದ್ಯಾರ್ಥಿಗಳಿಗಾಗಿ ವಿಜ್ಞಾನ ವಸ್ತು ಪ್ರದರ್ಶನ, ವಿಚಾರ ಸಂಕಿರಣ ಹಾಗೂ ಪ್ರಾತ್ಯಕ್ಷಿಕೆಗಳನ್ನು ಏರ್ಪಡಿಸಲಾಗಿದೆ. ಸಾರ್ವಜನಿಕರು, ಶಿಕ್ಷಕರು ಹಾಗೂ ವಿದ್ಯಾರ್ಥಿಗಳು ಹೆಚ್ಚಿನ ಸಂಖ್ಯೆಯಲ್ಲಿ ಭಾಗವಹಿಸಿ ಸಮ್ಮೇಳನವನ್ನು ಯಶಸ್ವಿಗೊಳಿಸುವಂತೆ ಮನವಿ ಮಾಡಿದ್ದಾರೆ.: [264, 1236, 448, 1315]
- protester-1: [470, 966, 486, 986]
- article7-photo-woman: [186, 1352, 258, 1462]
- article2-headline: ಉಚಿತ ಆರೋಗ್ಯ ಶಿಬಿರ: [6, 341, 244, 379]
- article1-photo: [190, 110, 366, 270]
- divider-col-a2: [276, 340, 277, 894]
- divider-col-a7: [452, 1188, 453, 1486]
- article2-body: ಹೊಸಕೋಟೆ: ಚಿಕ್ಕಬಳ್ಳಾಪುರ ಆರ್ಥಿಕ ಸಾಕ್ಷರತಾ ಕೇಂದ್ರ ಹಾಗೂ ಮಹಿಳಾ ಗ್ರಾಮೀಣ ಬ್ಯಾಂಕ್ ಜಂಟಿಯಾಗಿ ಉಚಿತ ಆರೋಗ್ಯ ತಪಾಸಣಾ ಶಿಬಿರವನ್ನು ಆಯೋಜಿಸಿದ್ದವು. ಶಿಬಿರದಲ್ಲಿ ನೂರಾರು ಮಹಿಳೆಯರು ಹಾಗೂ ಹಿರಿಯ ನಾಗರಿಕರು ಪಾಲ್ಗೊಂಡು ಆರೋಗ್ಯ ತಪಾಸಣೆ ಮಾಡಿಸಿಕೊಂಡರು. ರಕ್ತದೊತ್ತಡ, ಮಧುಮೇಹ ಹಾಗೂ ಕಣ್ಣಿನ ತಪಾಸಣೆ ನಡೆಸಲಾಯಿತು. ಈ ಸಂದರ್ಭದಲ್ಲಿ ಮಾತನಾಡಿದ ಬ್ಯಾಂಕ್ ವ್ಯವಸ್ಥಾಪಕರು, ಗ್ರಾಮೀಣ ಭಾಗದ ಜನರಿಗೆ ಆರ್ಥಿಕ ಸಾಕ್ಷರತೆ ಜೊತೆಗೆ ಆರೋಗ್ಯದ ಅರಿವು ಅಗತ್ಯ ಎಂದರು. ಸರ್ಕಾರದ ವಿಮಾ ಯೋಜನೆಗಳ ಬಗ್ಗೆ ಮಾಹಿತಿ ನೀಡಲಾಯಿತು. ಪ್ರಧಾನ ಮಂತ್ರಿ ಜೀವನ ಜ್ಯೋತಿ ಹಾಗೂ ಸುರಕ್ಷಾ ಬಿಮಾ ಯೋಜನೆಗಳ ಪ್ರಯೋಜನ ಪಡೆದುಕೊಳ್ಳುವಂತೆ ತಿಳಿಸಿದರು. ವೈದ್ಯರ ತಂಡ ಹಾಗೂ ಆಶಾ ಕಾರ್ಯಕರ್ತೆಯರು ಶಿಬಿರದಲ್ಲಿ ಸೇವೆ ಸಲ್ಲಿಸಿದರು.: [6, 583, 270, 644]
- article8-body-bottom: [606, 1434, 782, 1504]
- official-1: [628, 460, 646, 482]
- divider-row1: [4, 336, 748, 337]
- person-2-body: [254, 180, 288, 270]
- article3-text-cont: ಚಾಮರಾಜನಗರ: ದೈನಂದಿನ ಜೀವನದಲ್ಲಿ ಪ್ರತಿಯೊಬ್ಬ ಗ್ರಾಹಕರೂ ಖರೀದಿಸುವ ವಸ್ತು ಹಾಗೂ ಸೇವೆಗಳ ಬಗ್ಗೆ ಎಚ್ಚರಿಕೆ ವಹಿಸಬೇಕು. ಗ್ರಾಹಕರ ಹಕ್ಕುಗಳ ರಕ್ಷಣೆಗಾಗಿ ಕಾನೂನು ರೂಪಿಸಲಾಗಿದ್ದು, ಅದರ ಅರಿವು ಎಲ್ಲರಿಗೂ ಅವಶ್ಯ ಎಂದು ಜಿಲ್ಲಾ ಗ್ರಾಹಕರ ವ್ಯಾಜ್ಯಗಳ ಪರಿಹಾರ ಆಯೋಗದ ಅಧ್ಯಕ್ಷ ಶ್ರೀನಿಧಿ ಅವರು ತಿಳಿಸಿದರು. ನಗರದ ಜಿಲ್ಲಾಡಳಿತ ಭವನದಲ್ಲಿ ಹಮ್ಮಿಕೊಂಡಿದ್ದ ರಾಷ್ಟ್ರೀಯ ಗ್ರಾಹಕರ ದಿನಾಚರಣೆ ಕಾರ್ಯಕ್ರಮವನ್ನು ಉದ್ಘಾಟಿಸಿ ಅವರು ಮಾತನಾಡಿದರು. ಗ್ರಾಹಕರು ವಸ್ತುಗಳನ್ನು ಖರೀದಿಸುವಾಗ ರಸೀದಿಯನ್ನು ಕಡ್ಡಾಯವಾಗಿ ಪಡೆಯಬೇಕು. ಮೋಸ ಹೋದಲ್ಲಿ ಆಯೋಗಕ್ಕೆ ದೂರು ಸಲ್ಲಿಸಬಹುದು. ಡಿಜಿಟಲ್ ವ್ಯವಹಾರಗಳಲ್ಲಿ ವಂಚನೆ ಹೆಚ್ಚುತ್ತಿದ್ದು ಗ್ರಾಹಕರು ಜಾಗರೂಕರಾಗಿರಬೇಕು. ಆನ್‌ಲೈನ್ ಮೂಲಕವೂ ದೂರು ದಾಖಲಿಸಲು ಅವಕಾಶವಿದೆ. ಗ್ರಾಹಕರ ಸಂರಕ್ಷಣಾ ಕಾಯ್ದೆ 2019ರ ಅಡಿಯಲ್ಲಿ ಹಲವು ಹೊಸ ಅಂಶಗಳನ್ನು ಸೇರಿಸಲಾಗಿದೆ. ವಿದ್ಯಾರ್ಥಿಗಳು ತಮ್ಮ ಕುಟುಂಬದವರಿಗೆ ಈ ಬಗ್ಗೆ ಅರಿವು ಮೂಡಿಸಬೇಕು ಎಂದರು. ಆಹಾರ ಮತ್ತು ನಾಗರಿಕ ಸರಬರಾಜು ಇಲಾಖೆಯ ಉಪ ನಿರ್ದೇಶಕರು, ಕಾನೂನು ಮಾಪನಶಾಸ್ತ್ರ ಇಲಾಖೆ ಅಧಿಕಾರಿಗಳು, ವಿದ್ಯಾರ್ಥಿಗಳು ಕಾರ್ಯಕ್ರಮದಲ್ಲಿ ಭಾಗವಹಿಸಿದ್ದರು. ಜಿಲ್ಲಾ ಪಂಚಾಯತ್ ಉಪ ಕಾರ್ಯದರ್ಶಿ ಹಾಗೂ ವಿವಿಧ ಇಲಾಖೆಗಳ ಅಧಿಕಾರಿಗಳು ಉಪಸ್ಥಿತರಿದ್ದರು.: [478, 550, 744, 647]
- person-3-body: [306, 176, 340, 270]
- sidebar-s2-body: ಕೋಲಾರ: ರಾಷ್ಟ್ರೀಯ ಕ್ಷಯರೋಗ ನಿರ್ಮೂಲನಾ ಕಾರ್ಯಕ್ರಮದಡಿ ಗುತ್ತಿಗೆ ಆಧಾರದ ಮೇಲೆ Medical Officer–NTEP ಹುದ್ದೆಗೆ ನೇರ ಸಂದರ್ಶನ ನಡೆಸಲಾಗುವುದು. ಅರ್ಹ ಅಭ್ಯರ್ಥಿಗಳು ಎಂ.ಬಿ.ಬಿ.ಎಸ್ ಪದವಿ ಹೊಂದಿರಬೇಕು. ಜನವರಿ 03 ರಂದು ಬೆಳಿಗ್ಗೆ 10.00 ಗಂಟೆಗೆ ಮೂಲ ದಾಖಲೆಗಳೊಂದಿಗೆ ಜಿಲ್ಲಾ ಆರೋಗ್ಯ ಮತ್ತು ಕುಟುಂಬ ಕಲ್ಯಾಣಾಧಿಕಾರಿಗಳ ಕಚೇರಿಯಲ್ಲಿ ಹಾಜರಾಗಬಹುದು.: [756, 232, 942, 276]
- farmer-2: [694, 832, 712, 854]
- pond-steps: [606, 1298, 782, 1332]
- divider-row3: [4, 898, 748, 899]
- nurse-body: [220, 446, 260, 526]
- man-head: [206, 1252, 238, 1292]
- article5-headline: ಜಾನಪದದಲ್ಲಿ ರಾಜ್ಯಮಟ್ಟಕ್ಕೆ ಆಯ್ಕೆ: [6, 903, 244, 928]
- masthead: [748, 4, 942, 52]
- article3-body-left: ಚಾಮರಾಜನಗರ: ದೈನಂದಿನ ಜೀವನದಲ್ಲಿ ಪ್ರತಿಯೊಬ್ಬ ಗ್ರಾಹಕರೂ ಖರೀದಿಸುವ ವಸ್ತು ಹಾಗೂ ಸೇವೆಗಳ ಬಗ್ಗೆ ಎಚ್ಚರಿಕೆ ವಹಿಸಬೇಕು. ಗ್ರಾಹಕರ ಹಕ್ಕುಗಳ ರಕ್ಷಣೆಗಾಗಿ ಕಾನೂನು ರೂಪಿಸಲಾಗಿದ್ದು, ಅದರ ಅರಿವು ಎಲ್ಲರಿಗೂ ಅವಶ್ಯ ಎಂದು ಜಿಲ್ಲಾ ಗ್ರಾಹಕರ ವ್ಯಾಜ್ಯಗಳ ಪರಿಹಾರ ಆಯೋಗದ ಅಧ್ಯಕ್ಷ ಶ್ರೀನಿಧಿ ಅವರು ತಿಳಿಸಿದರು. ನಗರದ ಜಿಲ್ಲಾಡಳಿತ ಭವನದಲ್ಲಿ ಹಮ್ಮಿಕೊಂಡಿದ್ದ ರಾಷ್ಟ್ರೀಯ ಗ್ರಾಹಕರ ದಿನಾಚರಣೆ ಕಾರ್ಯಕ್ರಮವನ್ನು ಉದ್ಘಾಟಿಸಿ ಅವರು ಮಾತನಾಡಿದರು. ಗ್ರಾಹಕರು ವಸ್ತುಗಳನ್ನು ಖರೀದಿಸುವಾಗ ರಸೀದಿಯನ್ನು ಕಡ್ಡಾಯವಾಗಿ ಪಡೆಯಬೇಕು. ಮೋಸ ಹೋದಲ್ಲಿ ಆಯೋಗಕ್ಕೆ ದೂರು ಸಲ್ಲಿಸಬಹುದು. ಡಿಜಿಟಲ್ ವ್ಯವಹಾರಗಳಲ್ಲಿ ವಂಚನೆ ಹೆಚ್ಚುತ್ತಿದ್ದು ಗ್ರಾಹಕರು ಜಾಗರೂಕರಾಗಿರಬೇಕು. ಆನ್‌ಲೈನ್ ಮೂಲಕವೂ ದೂರು ದಾಖಲಿಸಲು ಅವಕಾಶವಿದೆ. ಗ್ರಾಹಕರ ಸಂರಕ್ಷಣಾ ಕಾಯ್ದೆ 2019ರ ಅಡಿಯಲ್ಲಿ ಹಲವು ಹೊಸ ಅಂಶಗಳನ್ನು ಸೇರಿಸಲಾಗಿದೆ. ವಿದ್ಯಾರ್ಥಿಗಳು ತಮ್ಮ ಕುಟುಂಬದವರಿಗೆ ಈ ಬಗ್ಗೆ ಅರಿವು ಮೂಡಿಸಬೇಕು ಎಂದರು. ಆಹಾರ ಮತ್ತು ನಾಗರಿಕ ಸರಬರಾಜು ಇಲಾಖೆಯ ಉಪ ನಿರ್ದೇಶಕರು, ಕಾನೂನು ಮಾಪನಶಾಸ್ತ್ರ ಇಲಾಖೆ ಅಧಿಕಾರಿಗಳು, ವಿದ್ಯಾರ್ಥಿಗಳು ಕಾರ್ಯಕ್ರಮದಲ್ಲಿ ಭಾಗವಹಿಸಿದ್ದರು. ಜಿಲ್ಲಾ ಪಂಚಾಯತ್ ಉಪ ಕಾರ್ಯದರ್ಶಿ ಹಾಗೂ ವಿವಿಧ ಇಲಾಖೆಗಳ ಅಧಿಕಾರಿಗಳು ಉಪಸ್ಥಿತರಿದ್ದರು.: [282, 420, 472, 552]
- front-row: [6, 1142, 298, 1180]
- article4-body: ಮಾಲೂರು: ತಾಲ್ಲೂಕಿನ ಕೃಷಿ ಇಲಾಖೆ ಆವರಣದಲ್ಲಿ ರಾಷ್ಟ್ರೀಯ ರೈತರ ದಿನಾಚರಣೆಯ ಅಂಗವಾಗಿ ರೈತರಿಗೆ ರೇಷ್ಮೆ ಕೃಷಿ ಬಗ್ಗೆ ಅರಿವು ಕಾರ್ಯಕ್ರಮ ಹಮ್ಮಿಕೊಳ್ಳಲಾಗಿತ್ತು. ರೇಷ್ಮೆ ಬೆಳೆಗಾರರಿಗೆ ಸರ್ಕಾರದ ಯೋಜನೆಗಳು ಹಾಗೂ ಸಹಾಯಧನದ ಬಗ್ಗೆ ಮಾಹಿತಿ ನೀಡಲಾಯಿತು. ಹಿಪ್ಪುನೇರಳೆ ಬೆಳೆ, ಹುಳು ಸಾಕಾಣಿಕೆ ಹಾಗೂ ಗೂಡು ಮಾರಾಟದ ಕುರಿತು ತಜ್ಞರು ಮಾರ್ಗದರ್ಶನ ನೀಡಿದರು. ಕಡಿಮೆ ನೀರಿನಲ್ಲಿ ಹೆಚ್ಚಿನ ಆದಾಯ ಪಡೆಯಲು ರೇಷ್ಮೆ ಕೃಷಿ ಸಹಕಾರಿ ಎಂದು ಅಧಿಕಾರಿಗಳು ತಿಳಿಸಿದರು. ರೈತ ಸಂಘದ ಪದಾಧಿಕಾರಿಗಳು ಹಾಗೂ ಪ್ರಗತಿಪರ ರೈತರು ಭಾಗವಹಿಸಿದ್ದರು.: [282, 834, 538, 878]
- protester-3: [566, 966, 582, 986]
- group-member-5: [256, 1080, 272, 1100]
- article1-headline: ಉತ್ತಮ ಆಡಳಿತ ನೀಡುವುದೇ 'ಸುಶಾಸನ' ಉದ್ದೇಶ: [6, 57, 608, 101]
- patient-body: [36, 472, 106, 512]
- article7-photo-man: [186, 1238, 258, 1348]
- person-3: [310, 148, 334, 178]
- article2-photo: [6, 388, 270, 542]
- group-member-3: [136, 1080, 152, 1100]
- group-member-5-body: [250, 1098, 278, 1140]
- logo-part-sanje: ಸಂಜೆ: [748, 6, 784, 30]
- article8-body-left: ಚಾಮರಾಜನಗರ: ಪ್ರಸಿದ್ಧ ಯಾತ್ರಾ ಸ್ಥಳ ಮಲೆ ಮಹದೇಶ್ವರ ಬೆಟ್ಟದಲ್ಲಿರುವ ಕಲ್ಯಾಣಿ ಕೊಳ ಕಲುಷಿತಗೊಂಡಿದ್ದು ಭಕ್ತರು ಆತಂಕ ವ್ಯಕ್ತಪಡಿಸಿದ್ದಾರೆ. ಲಕ್ಷಾಂತರ ಭಕ್ತರು ಪವಿತ್ರ ಸ್ನಾನ ಮಾಡುವ ಕೊಳದಲ್ಲಿ ಕಸ, ಪ್ಲಾಸ್ಟಿಕ್ ಹಾಗೂ ಬಟ್ಟೆಗಳು ತುಂಬಿಕೊಂಡಿವೆ. ನೀರು ಹಸಿರು ಬಣ್ಣಕ್ಕೆ ತಿರುಗಿದ್ದು ದುರ್ವಾಸನೆ ಬೀರುತ್ತಿದೆ. ಪ್ರಾಧಿಕಾರದ ಅಧಿಕಾರಿಗಳು ಕೂಡಲೇ ಕೊಳವನ್ನು ಸ್ವಚ್ಛಗೊಳಿಸಬೇಕು ಎಂದು ಭಕ್ತರು ಒತ್ತಾಯಿಸಿದ್ದಾರೆ. ನಿಯಮಿತವಾಗಿ ನೀರು ಬದಲಾಯಿಸುವ ವ್ಯವಸ್ಥೆ ಕಲ್ಪಿಸಬೇಕು. ಜಾತ್ರಾ ಸಂದರ್ಭದಲ್ಲಿ ಹೆಚ್ಚಿನ ಭಕ್ತರು ಆಗಮಿಸುವುದರಿಂದ ಸ್ವಚ್ಛತೆಗೆ ಆದ್ಯತೆ ನೀಡಬೇಕು ಎಂದು ಆಗ್ರಹಿಸಿದ್ದಾರೆ. ಭಕ್ತರ ಆರೋಗ್ಯದ ದೃಷ್ಟಿಯಿಂದ ತುರ್ತು ಕ್ರಮ ಕೈಗೊಳ್ಳಬೇಕು.: [458, 1236, 602, 1324]
- sidebar-s6-title: ಸಮೀಕ್ಷೆ-ಆಕ್ಷೇಪಣೆ ಸಲ್ಲಿಕೆಗೆ ಅವಕಾಶ: [754, 1028, 942, 1048]
- article3-headline: ಗ್ರಾಹಕರ ಕಾನೂನು ಅರಿವು ಅವಶ್ಯ: [282, 365, 682, 409]
- person-1: [206, 150, 230, 180]
- person-2: [260, 154, 282, 182]
- article6-body-mid: [456, 1032, 596, 1176]
- potted-plant: [228, 188, 258, 228]
- article4-headline: ರೈತರಿಗೆ ರೇಷ್ಮೆ ಕೃಷಿ ಬಗ್ಗೆ ಅರಿವು: [282, 805, 473, 827]
- sidebar-s4-body: ಚಿಂತಾಮಣಿ: 66/11ಕೆವಿ ಉಪ ವಿದ್ಯುತ್ ವಿತರಣಾ ಕೇಂದ್ರದಲ್ಲಿ ತುರ್ತು ನಿರ್ವಹಣಾ ಕಾಮಗಾರಿ ಕೈಗೊಂಡಿರುವುದರಿಂದ ಡಿ.26ರಂದು ಬೆಳಿಗ್ಗೆ 10.00 ರಿಂದ ಸಂಜೆ 5 ಗಂಟೆಯವರೆಗೆ ವಿದ್ಯುತ್ ವ್ಯತ್ಯಯವಾಗಲಿದ್ದು ಗ್ರಾಹಕರು ಸಹಕರಿಸಬೇಕೆಂದು ಬೆಸ್ಕಾಂ ಕಾರ್ಯನಿರ್ವಾಹಕ ಇಂಜಿನಿಯರ್ ತಿಳಿಸಿದ್ದಾರೆ.: [756, 674, 942, 709]
- article7-body-left: ಹೊಸಕೋಟೆ: ಡಿಸೆಂಬರ್ 28 ಮತ್ತು 29 ರಂದು ಬೆಂಗಳೂರಿನ ನ್ಯಾಷನಲ್ ಕಾಲೇಜು ಮೈದಾನದಲ್ಲಿ ಕರ್ನಾಟಕ ರಾಜ್ಯ 4 ನೇ ವೈಜ್ಞಾನಿಕ ಸಮ್ಮೇಳನ ನಡೆಯಲಿದೆ ಎಂದು ಕರ್ನಾಟಕ ರಾಜ್ಯ ವಿಜ್ಞಾನ ಪರಿಷತ್ ಪದಾಧಿಕಾರಿಗಳು ತಿಳಿಸಿದ್ದಾರೆ. ಮೌಢ್ಯ ನಿವಾರಣೆ ಹಾಗೂ ವೈಜ್ಞಾನಿಕ ಮನೋಭಾವ ಬೆಳೆಸುವ ಉದ್ದೇಶದಿಂದ ಸಮ್ಮೇಳನ ಆಯೋಜಿಸಲಾಗಿದೆ. ನಾಡಿನ ಪ್ರಖ್ಯಾತ ವಿಜ್ಞಾನಿಗಳು, ಚಿಂತಕರು ಹಾಗೂ ಸಾಹಿತಿಗಳು ಭಾಗವಹಿಸಲಿದ್ದಾರೆ. ವಿದ್ಯಾರ್ಥಿಗಳಿಗಾಗಿ ವಿಜ್ಞಾನ ವಸ್ತು ಪ್ರದರ್ಶನ, ವಿಚಾರ ಸಂಕಿರಣ ಹಾಗೂ ಪ್ರಾತ್ಯಕ್ಷಿಕೆಗಳನ್ನು ಏರ್ಪಡಿಸಲಾಗಿದೆ. ಸಾರ್ವಜನಿಕರು, ಶಿಕ್ಷಕರು ಹಾಗೂ ವಿದ್ಯಾರ್ಥಿಗಳು ಹೆಚ್ಚಿನ ಸಂಖ್ಯೆಯಲ್ಲಿ ಭಾಗವಹಿಸಿ ಸಮ್ಮೇಳನವನ್ನು ಯಶಸ್ವಿಗೊಳಿಸುವಂತೆ ಮನವಿ ಮಾಡಿದ್ದಾರೆ.: [6, 1236, 182, 1315]
- article3-banner: ರಾಷ್ಟ್ರೀಯ ಗ್ರಾಹಕರ ದಿನಾಚರಣೆ 2024: [578, 426, 742, 442]
- person-1-body: [202, 178, 234, 270]
